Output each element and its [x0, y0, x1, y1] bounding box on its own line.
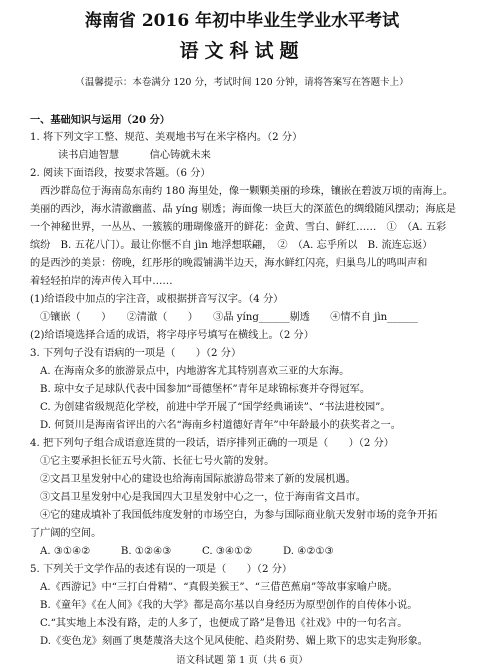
passage-line: 美丽的西沙，海水清澈幽蓝、晶 yíng 剔透；海面像一块巨大的深蓝色的绸缎随风摆动；海底是 [30, 204, 456, 215]
sentence-3: ③文昌卫星发射中心是我国四大卫星发射中心之一，位于海南省文昌市。 [40, 492, 366, 503]
option-d: D.《变色龙》刻画了奥楚蔑洛夫这个见风使舵、趋炎附势、媚上欺下的忠实走狗形象。 [40, 636, 428, 647]
section-heading: 一、基础知识与运用（20 分） [30, 114, 170, 126]
question-4: 4. 把下列句子组合成语意连贯的一段话，语序排列正确的一项是（ ）（2 分） [30, 438, 394, 449]
question-2-1: (1)给语段中加点的字注音，或根据拼音写汉字。（4 分） [30, 294, 284, 305]
question-5: 5. 下列关于文学作品的表述有误的一项是（ ）（2 分） [30, 564, 293, 575]
page-footer: 语文科试题 第 1 页（共 6 页） [176, 655, 308, 666]
subject-title: 语文科试题 [179, 40, 305, 62]
passage-line: 的是西沙的美景：傍晚，红彤彤的晚霞铺满半边天，海水鲜红闪亮，归巢鸟儿的鸣叫声和 [30, 258, 428, 269]
sentence-2: ②文昌卫星发射中心的建设也给海南国际旅游岛带来了新的发展机遇。 [40, 474, 356, 485]
passage-line: 着轻轻拍岸的涛声传入耳中…… [30, 276, 173, 287]
option-c: C.“其实地上本没有路，走的人多了，也便成了路”是鲁迅《社戏》中的一句名言。 [40, 618, 408, 629]
question-2-2: (2)给语境选择合适的成语，将字母序号填写在横线上。（2 分） [30, 330, 314, 341]
question-3: 3. 下列句子没有语病的一项是（ ）（2 分） [30, 348, 242, 359]
option-a: A.《西游记》中“三打白骨精”、“真假美猴王”、“三借芭蕉扇”等故事家喻户晓。 [40, 582, 398, 593]
exam-title: 海南省 2016 年初中毕业生学业水平考试 [84, 11, 400, 31]
option-c: C. 为创建省级规范化学校，前进中学开展了“国学经典诵读”、“书法进校园”。 [40, 402, 391, 413]
question-2-1-items: ①镶嵌（ ） ②清澈（ ） ③晶 yíng______剔透 ④情不自 jìn______ [40, 312, 418, 323]
question-1-text: 读书启迪智慧 信心铸就未来 [58, 150, 211, 161]
exam-tip: （温馨提示：本卷满分 120 分，考试时间 120 分钟，请将答案写在答题卡上） [75, 77, 409, 88]
option-a: A. 在海南众多的旅游景点中，内地游客尤其特别喜欢三亚的大东海。 [40, 366, 350, 377]
passage-line: 缤纷 B. 五花八门）。最让你惬不自 jìn 地浮想联翩， ② （A. 忘乎所以 B. 流连忘返） [30, 240, 433, 251]
sentence-4: ④它的建成填补了我国低纬度发射的市场空白，为参与国际商业航天发射市场的竞争开拓 [40, 510, 438, 521]
option-b: B.《童年》《在人间》《我的大学》都是高尔基以自身经历为原型创作的自传体小说。 [40, 600, 418, 611]
question-4-options: A. ③①④② B. ①②④③ C. ③④①② D. ④②①③ [40, 546, 334, 557]
question-2: 2. 阅读下面语段，按要求答题。（6 分） [30, 168, 211, 179]
question-1: 1. 将下列文字工整、规范、美观地书写在米字格内。（2 分） [30, 132, 303, 143]
passage-line: 西沙群岛位于海南岛东南约 180 海里处，像一颗颗美丽的珍珠，镶嵌在碧波万顷的南海上。 [40, 186, 454, 197]
option-b: B. 琼中女子足球队代表中国参加“哥德堡杯”青年足球锦标赛并夺得冠军。 [40, 384, 371, 395]
option-d: D. 何贤川是海南省评出的六名“海南乡村道德好青年”中年龄最小的获奖者之一。 [40, 420, 401, 431]
sentence-1: ①它主要承担长征五号火箭、长征七号火箭的发射。 [40, 456, 275, 467]
passage-line: 一个神秘世界，一丛丛、一簇簇的珊瑚像盛开的鲜花：金黄、雪白、鲜红…… ① （A. 五彩 [30, 222, 447, 233]
sentence-4-cont: 了广阔的空间。 [30, 528, 102, 539]
